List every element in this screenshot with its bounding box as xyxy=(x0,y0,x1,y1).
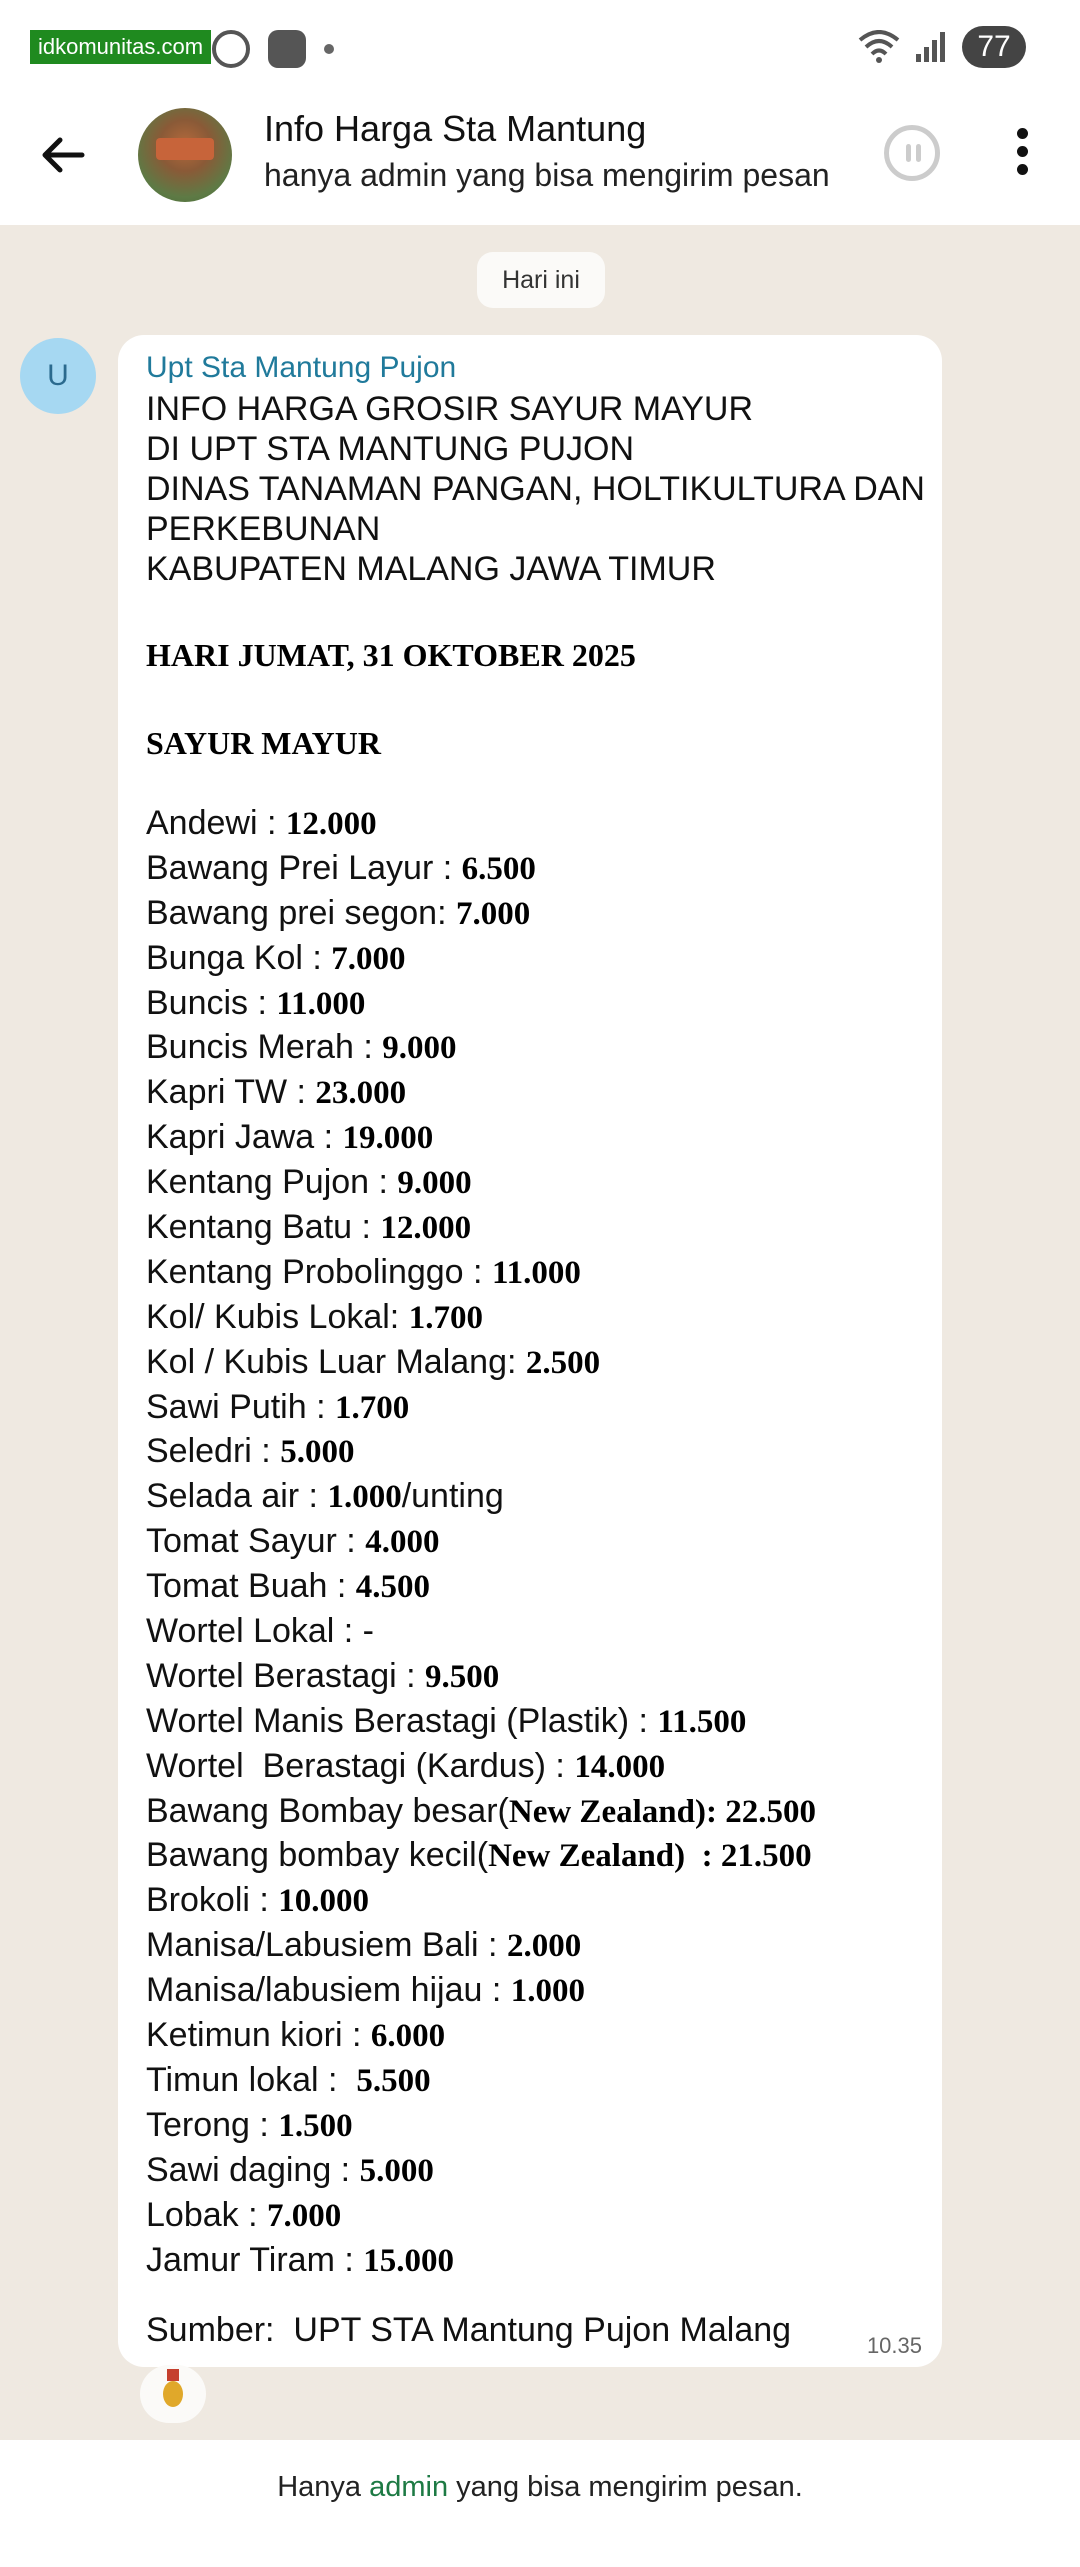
price-item-label: Jamur Tiram : xyxy=(146,2240,364,2279)
price-item-label: Tomat Buah : xyxy=(146,1567,356,1606)
price-item-value: 9.000 xyxy=(382,1030,457,1067)
price-item-value: 12.000 xyxy=(285,806,377,842)
price-item-value: 1.700 xyxy=(334,1389,410,1426)
price-item-value: 9.500 xyxy=(425,1658,500,1695)
price-item-value: 1.000 xyxy=(510,1973,585,2010)
price-item-label: Wortel Berastagi : xyxy=(146,1656,426,1695)
price-item-label: Manisa/labusiem hijau : xyxy=(146,1971,511,2010)
group-avatar[interactable] xyxy=(138,108,232,202)
date-separator: Hari ini xyxy=(477,252,605,308)
price-item xyxy=(146,1564,922,1609)
price-item xyxy=(146,2238,922,2283)
price-item xyxy=(146,1654,922,1699)
header-line: INFO HARGA GROSIR SAYUR MAYUR xyxy=(146,390,754,428)
price-item-label: Sawi daging : xyxy=(146,2150,360,2189)
price-item xyxy=(146,2013,922,2058)
price-item xyxy=(146,1070,922,1115)
price-item-label: Wortel Berastagi (Kardus) : xyxy=(146,1746,575,1785)
chat-header xyxy=(0,100,1080,225)
price-item xyxy=(146,1025,922,1070)
price-item xyxy=(146,2148,922,2193)
date-line: HARI JUMAT, 31 OKTOBER 2025 xyxy=(146,637,636,673)
price-item-value: 7.000 xyxy=(331,940,406,977)
price-item-value: 11.000 xyxy=(276,985,366,1022)
voice-chat-icon[interactable] xyxy=(884,125,940,181)
price-item-value: 5.000 xyxy=(359,2152,434,2189)
price-item xyxy=(146,2058,922,2103)
price-item-unit: /unting xyxy=(401,1477,504,1516)
price-item-label: Kentang Batu : xyxy=(146,1208,381,1247)
price-item-value: New Zealand) : 21.500 xyxy=(488,1838,812,1875)
price-item-value: 5.000 xyxy=(280,1434,355,1471)
price-item xyxy=(146,2193,922,2238)
price-item-label: Kentang Pujon : xyxy=(146,1163,398,1202)
price-item-label: Buncis Merah : xyxy=(146,1028,383,1067)
price-item-label: Selada air : xyxy=(146,1477,328,1516)
price-list xyxy=(146,801,922,2282)
price-item-value: 4.000 xyxy=(365,1524,440,1561)
price-item-value: 5.500 xyxy=(356,2062,431,2099)
price-item-label: Kapri Jawa : xyxy=(146,1118,343,1157)
price-item xyxy=(146,846,922,891)
price-item-label: Bunga Kol : xyxy=(146,938,332,977)
price-item xyxy=(146,1340,922,1385)
status-right xyxy=(858,26,1026,68)
price-item-value: 19.000 xyxy=(342,1120,434,1157)
sender-name[interactable]: Upt Sta Mantung Pujon xyxy=(146,351,457,384)
price-item-label: Buncis : xyxy=(146,983,277,1022)
notification-icons xyxy=(212,30,334,68)
price-item xyxy=(146,2103,922,2148)
notice-prefix: Hanya xyxy=(277,2471,370,2503)
admin-link[interactable]: admin xyxy=(369,2471,449,2503)
price-item-label: Seledri : xyxy=(146,1432,281,1471)
message-time: 10.35 xyxy=(866,2333,922,2358)
price-item-value: 12.000 xyxy=(380,1210,472,1247)
more-notifications-dot xyxy=(324,44,334,54)
price-item-value: 1.000 xyxy=(327,1479,402,1516)
price-item-label: Ketimun kiori : xyxy=(146,2016,371,2055)
price-item xyxy=(146,1205,922,1250)
price-item-value: 1.700 xyxy=(408,1299,483,1336)
price-item-value: 2.500 xyxy=(525,1344,601,1381)
chat-icon xyxy=(268,30,306,68)
price-item-label: Wortel Manis Berastagi (Plastik) : xyxy=(146,1701,658,1740)
price-item xyxy=(146,936,922,981)
source-line: Sumber: UPT STA Mantung Pujon Malang xyxy=(146,2311,792,2350)
wifi-icon xyxy=(858,30,900,64)
price-item xyxy=(146,1295,922,1340)
watermark: idkomunitas.com xyxy=(30,30,211,64)
price-item xyxy=(146,1429,922,1474)
price-item-label: Bawang prei segon: xyxy=(146,893,456,932)
more-options-icon[interactable] xyxy=(1012,128,1032,182)
back-arrow-icon[interactable] xyxy=(38,130,88,180)
price-item-value: 6.000 xyxy=(370,2018,446,2055)
chat-title[interactable]: Info Harga Sta Mantung xyxy=(264,108,647,149)
price-item xyxy=(146,1519,922,1564)
price-item xyxy=(146,1250,922,1295)
price-item-value: 14.000 xyxy=(574,1748,666,1785)
section-title: SAYUR MAYUR xyxy=(146,725,381,761)
price-item xyxy=(146,1878,922,1923)
price-item xyxy=(146,1609,922,1654)
battery-indicator: 77 xyxy=(962,26,1026,68)
price-item-value: 11.000 xyxy=(491,1254,581,1291)
price-item xyxy=(146,1789,922,1834)
price-item-value: 9.000 xyxy=(397,1165,472,1202)
admin-only-notice xyxy=(0,2440,1080,2567)
price-item-value: 10.000 xyxy=(278,1883,370,1920)
price-item-value: 4.500 xyxy=(355,1569,431,1606)
price-item-label: Andewi : xyxy=(146,804,286,842)
notice-suffix: yang bisa mengirim pesan. xyxy=(448,2471,803,2503)
price-item xyxy=(146,801,922,846)
price-item-value: 2.000 xyxy=(506,1928,582,1965)
price-item xyxy=(146,1474,922,1519)
price-item xyxy=(146,1968,922,2013)
header-line: PERKEBUNAN xyxy=(146,510,381,548)
price-item xyxy=(146,1699,922,1744)
price-item-value: 7.000 xyxy=(266,2197,342,2234)
price-item-value: 23.000 xyxy=(315,1075,407,1112)
price-item-value: 11.500 xyxy=(657,1703,747,1740)
header-line: KABUPATEN MALANG JAWA TIMUR xyxy=(146,550,716,588)
price-item-label: Kol/ Kubis Lokal: xyxy=(146,1297,409,1336)
price-item-label: Kapri TW : xyxy=(146,1073,316,1112)
whatsapp-icon xyxy=(212,30,250,68)
price-item xyxy=(146,891,922,936)
price-item-label: Bawang Prei Layur : xyxy=(146,848,462,887)
price-item-value: New Zealand): 22.500 xyxy=(508,1793,816,1830)
price-item-label: Bawang Bombay besar( xyxy=(146,1791,509,1830)
price-item-value: 6.500 xyxy=(461,850,536,887)
price-item xyxy=(146,981,922,1026)
price-item xyxy=(146,1115,922,1160)
signal-icon xyxy=(914,30,948,64)
chat-subtitle[interactable]: hanya admin yang bisa mengirim pesan xyxy=(264,157,830,193)
price-item-label: Brokoli : xyxy=(146,1881,279,1920)
price-item xyxy=(146,1744,922,1789)
price-item xyxy=(146,1160,922,1205)
price-item-value: 15.000 xyxy=(363,2242,454,2279)
price-item-label: Bawang bombay kecil( xyxy=(146,1836,489,1875)
medal-icon xyxy=(163,2381,183,2407)
price-item-value: 7.000 xyxy=(455,895,531,932)
price-item-label: Wortel Lokal : - xyxy=(146,1612,375,1651)
price-item-label: Timun lokal : xyxy=(146,2060,357,2099)
price-item-label: Sawi Putih : xyxy=(146,1387,335,1426)
price-item xyxy=(146,1923,922,1968)
price-item xyxy=(146,1385,922,1430)
message-bubble[interactable] xyxy=(118,335,942,2367)
price-item-label: Tomat Sayur : xyxy=(146,1522,366,1561)
price-item-label: Lobak : xyxy=(146,2195,267,2234)
status-bar xyxy=(0,0,1080,100)
sender-avatar[interactable]: U xyxy=(20,338,96,414)
price-item-label: Kol / Kubis Luar Malang: xyxy=(146,1342,526,1381)
price-item-label: Terong : xyxy=(146,2105,279,2144)
price-item xyxy=(146,1833,922,1878)
price-item-value: 1.500 xyxy=(278,2107,353,2144)
header-line: DI UPT STA MANTUNG PUJON xyxy=(146,430,635,468)
price-item-label: Manisa/Labusiem Bali : xyxy=(146,1926,507,1965)
price-item-label: Kentang Probolinggo : xyxy=(146,1252,492,1291)
header-line: DINAS TANAMAN PANGAN, HOLTIKULTURA DAN xyxy=(146,470,925,508)
reaction-badge[interactable] xyxy=(140,2365,206,2423)
